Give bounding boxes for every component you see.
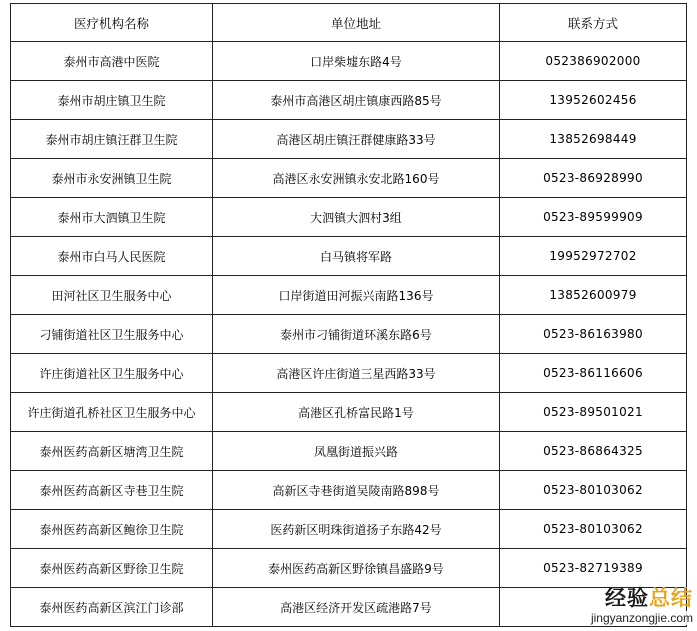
cell-institution-name: 泰州市大泗镇卫生院 bbox=[11, 198, 213, 237]
column-header-address: 单位地址 bbox=[213, 4, 500, 42]
cell-phone: 0523-86864325 bbox=[500, 432, 687, 471]
cell-address: 高港区孔桥富民路1号 bbox=[213, 393, 500, 432]
cell-phone: 0523-89501021 bbox=[500, 393, 687, 432]
cell-address: 口岸柴墟东路4号 bbox=[213, 42, 500, 81]
cell-institution-name: 田河社区卫生服务中心 bbox=[11, 276, 213, 315]
cell-institution-name: 泰州医药高新区寺巷卫生院 bbox=[11, 471, 213, 510]
table-header-row bbox=[11, 4, 687, 42]
cell-phone: 0523-86928990 bbox=[500, 159, 687, 198]
table-row bbox=[11, 237, 687, 276]
cell-phone: 0523-82719389 bbox=[500, 549, 687, 588]
table-row bbox=[11, 549, 687, 588]
cell-address: 口岸街道田河振兴南路136号 bbox=[213, 276, 500, 315]
cell-address: 泰州市刁铺街道环溪东路6号 bbox=[213, 315, 500, 354]
table-row bbox=[11, 315, 687, 354]
table-row bbox=[11, 198, 687, 237]
cell-phone: 13852600979 bbox=[500, 276, 687, 315]
table-row bbox=[11, 276, 687, 315]
cell-institution-name: 许庄街道社区卫生服务中心 bbox=[11, 354, 213, 393]
cell-institution-name: 泰州医药高新区滨江门诊部 bbox=[11, 588, 213, 627]
table-row bbox=[11, 120, 687, 159]
table-row bbox=[11, 510, 687, 549]
cell-institution-name: 泰州市高港中医院 bbox=[11, 42, 213, 81]
cell-phone: 19952972702 bbox=[500, 237, 687, 276]
watermark-url: jingyanzongjie.com bbox=[543, 611, 693, 625]
cell-phone: 052386902000 bbox=[500, 42, 687, 81]
column-header-name: 医疗机构名称 bbox=[11, 4, 213, 42]
cell-address: 凤凰街道振兴路 bbox=[213, 432, 500, 471]
cell-address: 大泗镇大泗村3组 bbox=[213, 198, 500, 237]
cell-phone bbox=[500, 588, 687, 627]
cell-institution-name: 泰州医药高新区塘湾卫生院 bbox=[11, 432, 213, 471]
table-row bbox=[11, 588, 687, 627]
table-body bbox=[11, 42, 687, 627]
table-row bbox=[11, 42, 687, 81]
cell-institution-name: 刁铺街道社区卫生服务中心 bbox=[11, 315, 213, 354]
cell-institution-name: 泰州市胡庄镇汪群卫生院 bbox=[11, 120, 213, 159]
table-row bbox=[11, 159, 687, 198]
table-row bbox=[11, 471, 687, 510]
cell-address: 医药新区明珠街道扬子东路42号 bbox=[213, 510, 500, 549]
cell-institution-name: 泰州市白马人民医院 bbox=[11, 237, 213, 276]
cell-phone: 0523-80103062 bbox=[500, 471, 687, 510]
table-row bbox=[11, 354, 687, 393]
cell-address: 白马镇将军路 bbox=[213, 237, 500, 276]
table-row bbox=[11, 81, 687, 120]
cell-address: 高港区许庄街道三星西路33号 bbox=[213, 354, 500, 393]
cell-institution-name: 许庄街道孔桥社区卫生服务中心 bbox=[11, 393, 213, 432]
table-row bbox=[11, 432, 687, 471]
cell-institution-name: 泰州市胡庄镇卫生院 bbox=[11, 81, 213, 120]
cell-institution-name: 泰州医药高新区野徐卫生院 bbox=[11, 549, 213, 588]
cell-phone: 0523-80103062 bbox=[500, 510, 687, 549]
cell-address: 泰州医药高新区野徐镇昌盛路9号 bbox=[213, 549, 500, 588]
cell-phone: 0523-89599909 bbox=[500, 198, 687, 237]
cell-phone: 0523-86116606 bbox=[500, 354, 687, 393]
cell-phone: 13852698449 bbox=[500, 120, 687, 159]
cell-address: 高港区永安洲镇永安北路160号 bbox=[213, 159, 500, 198]
cell-address: 高新区寺巷街道吴陵南路898号 bbox=[213, 471, 500, 510]
cell-phone: 13952602456 bbox=[500, 81, 687, 120]
table-row bbox=[11, 393, 687, 432]
cell-address: 高港区胡庄镇汪群健康路33号 bbox=[213, 120, 500, 159]
cell-phone: 0523-86163980 bbox=[500, 315, 687, 354]
watermark-title: 经验总结 bbox=[605, 586, 693, 610]
cell-address: 泰州市高港区胡庄镇康西路85号 bbox=[213, 81, 500, 120]
cell-institution-name: 泰州医药高新区鲍徐卫生院 bbox=[11, 510, 213, 549]
medical-institution-table bbox=[10, 3, 687, 627]
cell-institution-name: 泰州市永安洲镇卫生院 bbox=[11, 159, 213, 198]
cell-address: 高港区经济开发区疏港路7号 bbox=[213, 588, 500, 627]
column-header-phone: 联系方式 bbox=[500, 4, 687, 42]
